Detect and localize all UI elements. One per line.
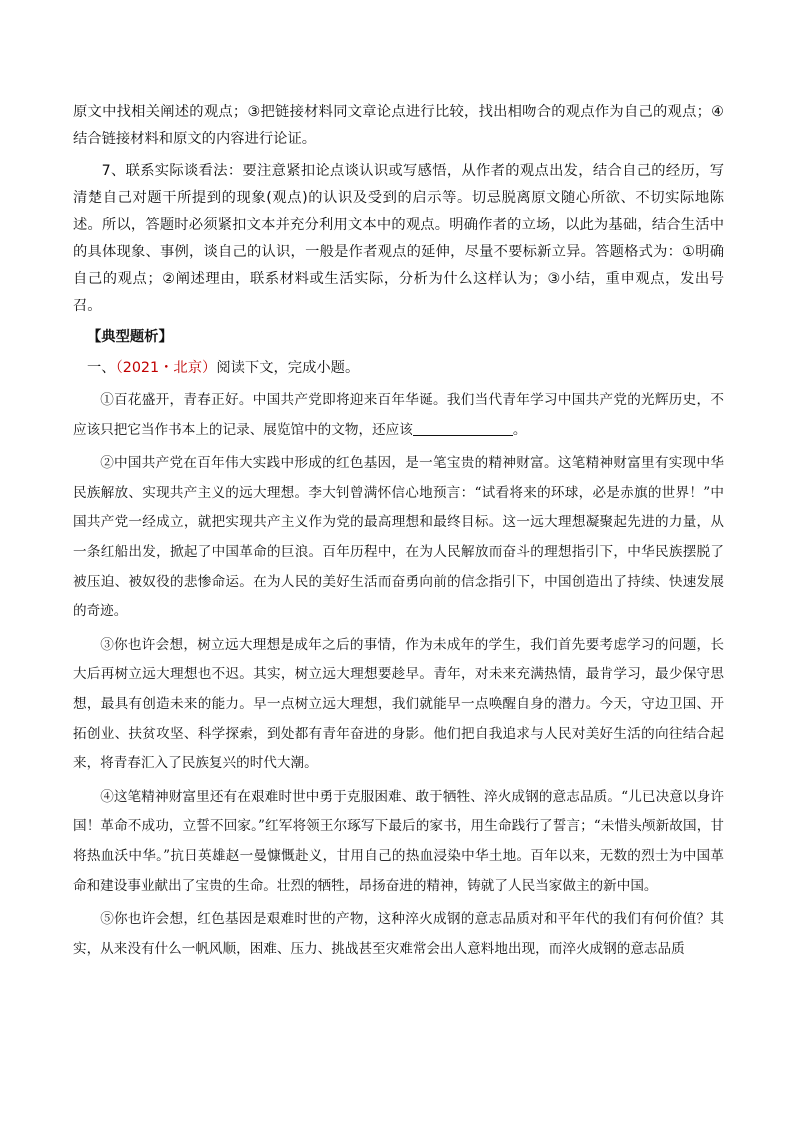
section-heading: 【典型题析】 [87, 329, 173, 345]
passage-paragraph-1 [73, 386, 724, 445]
passage-paragraph-2: ②中国共产党在百年伟大实践中形成的红色基因，是一笔宝贵的精神财富。这笔精神财富里有实现中华民族解放、实现共产主义的远大理想。李大钊曾满怀信心地预言：“试看将来的环球，必是赤旗的世界！”中国共产党一经成立，就把实现共产主义作为党的最高理想和最终目标。这一远大理想凝聚起先进的力量，从一条红船出发，掀起了中国革命的巨浪。百年历程中，在为人民解放而奋斗的理想指引下，中华民族摆脱了被压迫、被奴役的悲惨命运。在为人民的美好生活而奋勇向前的信念指引下，中国创造出了持续、快速发展的奇迹。 [73, 455, 724, 620]
passage-paragraph-4: ④这笔精神财富里还有在艰难时世中勇于克服困难、敢于牺牲、淬火成钢的意志品质。“儿已决意以身许国！革命不成功，立誓不回家。”红军将领王尔琢写下最后的家书，用生命践行了誓言；“未惜头颅新故国，甘将热血沃中华。”抗日英雄赵一曼慷慨赴义，甘用自己的热血浸染中华土地。百年以来，无数的烈士为中国革命和建设事业献出了宝贵的生命。壮烈的牺牲，昂扬奋进的精神，铸就了人民当家做主的新中国。 [73, 788, 724, 894]
question-number: 一、 [87, 360, 116, 376]
passage-paragraph-1-text: ①百花盛开，青春正好。中国共产党即将迎来百年华诞。我们当代青年学习中国共产党的光辉历史，不应该只把它当作书本上的记录、展览馆中的文物，还应该 [73, 392, 724, 438]
passage-paragraph-1-end: 。 [512, 421, 527, 438]
question-source: （2021・北京） [115, 360, 217, 376]
method-paragraph-continued: 原文中找相关阐述的观点；③把链接材料同文章论点进行比较，找出相吻合的观点作为自己的观点；④结合链接材料和原文的内容进行论证。 [73, 104, 724, 147]
answer-blank[interactable] [413, 421, 513, 436]
question-instruction: 阅读下文，完成小题。 [216, 360, 360, 376]
question-line [73, 355, 724, 382]
passage-paragraph-3: ③你也许会想，树立远大理想是成年之后的事情，作为未成年的学生，我们首先要考虑学习的问题，长大后再树立远大理想也不迟。其实，树立远大理想要趁早。青年，对未来充满热情，最肯学习，最少保守思想，最具有创造未来的能力。早一点树立远大理想，我们就能早一点唤醒自身的潜力。今天，守边卫国、开拓创业、扶贫攻坚、科学探索，到处都有青年奋进的身影。他们把自我追求与人民对美好生活的向往结合起来，将青春汇入了民族复兴的时代大潮。 [73, 636, 724, 772]
method-step-7: 7、联系实际谈看法：要注意紧扣论点谈认识或写感悟，从作者的观点出发，结合自己的经历，写清楚自己对题干所提到的现象(观点)的认识及受到的启示等。切忌脱离原文随心所欲、不切实际地陈述。所以，答题时必须紧扣文本并充分利用文本中的观点。明确作者的立场，以此为基础，结合生活中的具体现象、事例，谈自己的认识，一般是作者观点的延伸，尽量不要标新立异。答题格式为：①明确自己的观点；②阐述理由，联系材料或生活实际，分析为什么这样认为；③小结，重申观点，发出号召。 [73, 163, 724, 314]
document-page [73, 99, 724, 964]
passage-paragraph-5: ⑤你也许会想，红色基因是艰难时世的产物，这种淬火成钢的意志品质对和平年代的我们有何价值？其实，从来没有什么一帆风顺，困难、压力、挑战甚至灾难常会出人意料地出现，而淬火成钢的意志品质 [73, 911, 724, 957]
reading-passage [73, 386, 724, 964]
